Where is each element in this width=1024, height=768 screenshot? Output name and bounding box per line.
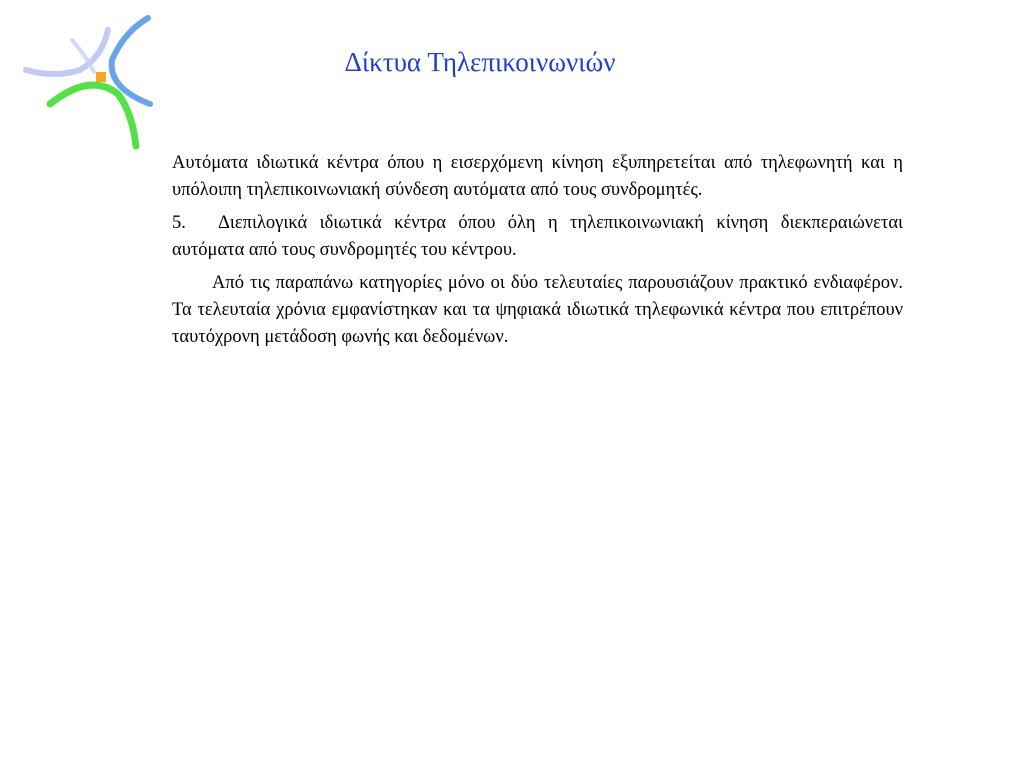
paragraph-text: Διεπιλογικά ιδιωτικά κέντρα όπου όλη η τηλεπικοινωνιακή κίνηση διεκπεραιώνεται αυτόματα από τους συνδρομητές του κέντρου. [172, 213, 903, 260]
slide-body [172, 150, 903, 357]
paragraph-text: Από τις παραπάνω κατηγορίες μόνο οι δύο τελευταίες παρουσιάζουν πρακτικό ενδιαφέρον. Τα τελευταία χρόνια εμφανίστηκαν και τα ψηφιακά ιδιωτικά τηλεφωνικά κέντρα που επιτρέπουν ταυτόχρονη μετάδοση φωνής και δεδομένων. [172, 273, 903, 347]
logo-lavender-stroke [26, 30, 108, 74]
item-number: 5. [172, 213, 186, 233]
star-logo-icon [20, 12, 160, 152]
logo-orange-center [96, 72, 106, 82]
numbered-paragraph [172, 210, 903, 264]
paragraph [172, 270, 903, 351]
logo-green-stroke [50, 85, 136, 146]
slide-title: Δίκτυα Τηλεπικοινωνιών [344, 47, 616, 77]
paragraph-text: Αυτόματα ιδιωτικά κέντρα όπου η εισερχόμενη κίνηση εξυπηρετείται από τηλεφωνητή και η υπόλοιπη τηλεπικοινωνιακή σύνδεση αυτόματα από τους συνδρομητές. [172, 153, 903, 200]
paragraph [172, 150, 903, 204]
